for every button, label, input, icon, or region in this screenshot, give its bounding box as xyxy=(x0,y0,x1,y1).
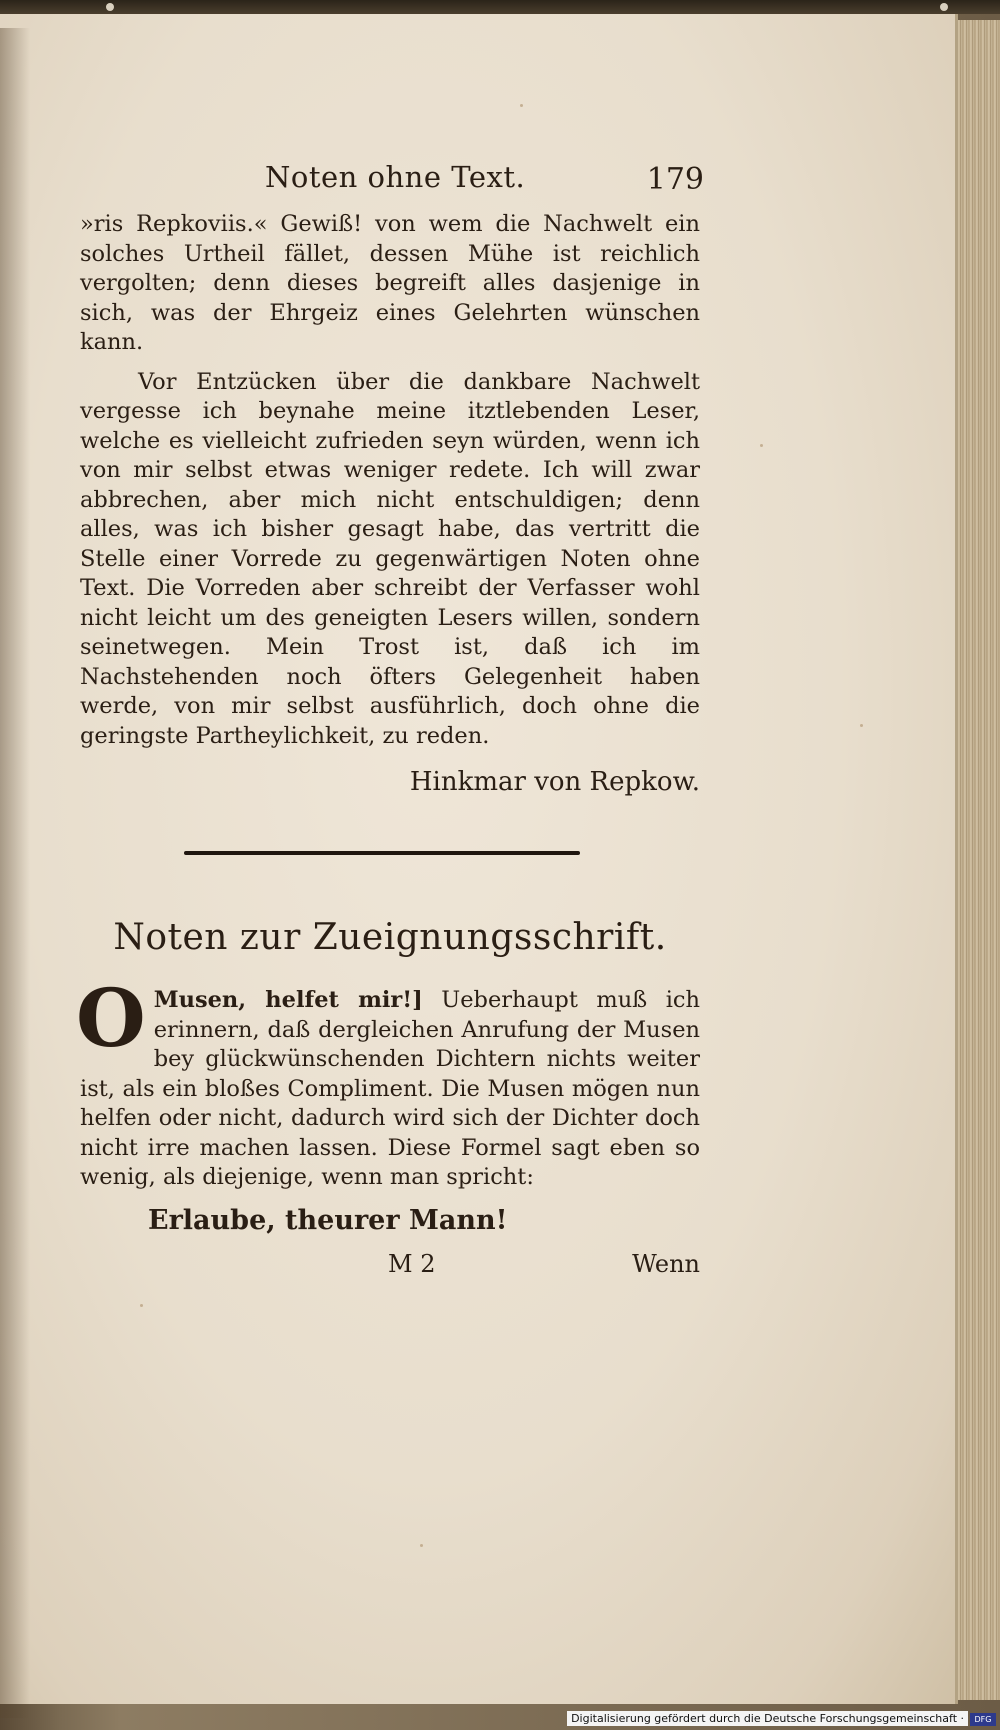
paper-speck xyxy=(420,1544,423,1547)
dfg-logo: DFG xyxy=(970,1713,996,1726)
cover-dot xyxy=(940,3,948,11)
paper-speck xyxy=(760,444,763,447)
section-divider xyxy=(184,851,580,855)
cover-dot xyxy=(106,3,114,11)
page-content xyxy=(76,160,704,1290)
paper-speck xyxy=(140,1304,143,1307)
paragraph: »ris Repkoviis.« Gewiß! von wem die Nachwelt ein solches Urtheil fället, dessen Mühe ist reichlich vergolten; denn dieses begreift alles dasjenige in sich, was der Ehrgeiz eines Gelehrten wünschen kann. xyxy=(80,211,700,355)
running-head xyxy=(80,160,704,210)
catchword: Wenn xyxy=(632,1249,700,1278)
digitization-credit: Digitalisierung gefördert durch die Deutsche Forschungsgemeinschaft · xyxy=(567,1711,968,1726)
paragraph: Vor Entzücken über die dankbare Nachwelt vergesse ich beynahe meine itztlebenden Leser, welche es vielleicht zufrieden seyn würden, wenn ich von mir selbst etwas weniger redete. Ich will zwar abbrechen, aber mich nicht entschuldigen; denn alles, was ich bisher gesagt habe, das vertritt die Stelle einer Vorrede zu gegenwärtigen Noten ohne Text. Die Vorreden aber schreibt der Verfasser wohl nicht leicht um des geneigten Lesers willen, sondern seinetwegen. Mein Trost ist, daß ich im Nachstehenden noch öfters Gelegenheit haben werde, von mir selbst ausführlich, doch ohne die geringste Partheylichkeit, zu reden. xyxy=(80,368,700,749)
section-paragraph xyxy=(76,971,700,1193)
author-signature: Hinkmar von Repkow. xyxy=(409,767,700,797)
quoted-verse: Erlaube, theurer Mann! xyxy=(148,1204,508,1236)
drop-cap: O xyxy=(76,971,146,1065)
binding-shadow xyxy=(0,28,30,1718)
page-edges xyxy=(955,20,1000,1700)
book-cover-edge xyxy=(0,0,1000,14)
lead-phrase: Musen, helfet mir!] xyxy=(153,987,423,1013)
page-footer xyxy=(80,1250,700,1290)
section-body: Ueberhaupt muß ich erinnern, daß dergleichen Anrufung der Musen bey glückwünschenden Dichtern nichts weiter ist, als ein bloßes Compliment. Die Musen mögen nun helfen oder nicht, dadurch wird sich der Dichter doch nicht irre machen lassen. Diese Formel sagt eben so wenig, als diejenige, wenn man spricht: xyxy=(80,987,700,1190)
signature-mark: M 2 xyxy=(388,1249,436,1278)
page-number: 179 xyxy=(646,162,704,197)
paper-speck xyxy=(520,104,523,107)
paper-speck xyxy=(860,724,863,727)
running-title: Noten ohne Text. xyxy=(265,160,526,194)
section-title: Noten zur Zueignungsschrift. xyxy=(113,917,667,958)
